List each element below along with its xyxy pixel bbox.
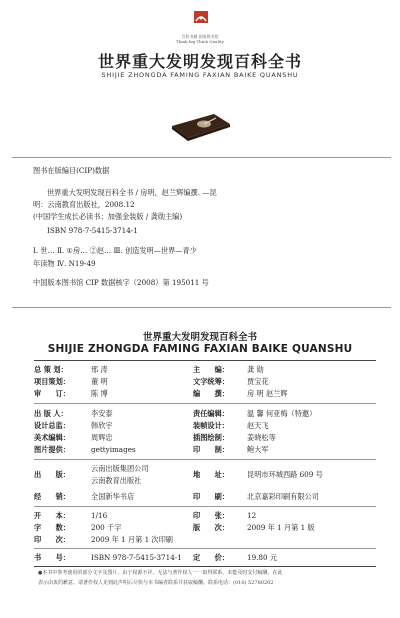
price-label: 定 价： xyxy=(193,553,229,562)
printing-value: 北京嘉彩印刷有限公司 xyxy=(247,492,319,501)
publisher-caption-line1: 百科书城 国家图书馆 xyxy=(181,34,219,39)
divider xyxy=(34,360,376,361)
page-title-pinyin: SHIJIE ZHONGDA FAMING FAXIAN BAIKE QUANSHU xyxy=(101,71,299,79)
credit-label: 插图绘制： xyxy=(193,433,229,442)
distribution-value: 全国新华书店 xyxy=(91,492,135,501)
divider xyxy=(34,506,376,507)
address-value: 昆明市环城西路 609 号 xyxy=(247,470,323,479)
credit-label: 项目策划： xyxy=(34,377,70,386)
divider xyxy=(34,459,376,460)
credit-value: 姜晓松等 xyxy=(247,433,276,442)
credit-label: 总 策 划： xyxy=(34,365,68,374)
isbn-value: ISBN 978-7-5415-3714-1 xyxy=(91,553,182,562)
cip-data-number: 中国版本图书馆 CIP 数据核字（2008）第 195011 号 xyxy=(33,278,209,287)
publisher-caption xyxy=(0,34,400,44)
cip-line: 明：云南教育出版社，2008.12 xyxy=(33,200,135,209)
credit-label: 印 制： xyxy=(193,445,229,454)
credit-value: 陈 博 xyxy=(91,389,108,398)
credit-label: 编 撰： xyxy=(193,389,229,398)
credit-value: 韩欣宇 xyxy=(91,421,113,430)
credit-value: 房 明 赵兰辉 xyxy=(247,389,288,398)
publisher-caption-line2: Think big Think Quality xyxy=(176,39,224,44)
hero-image xyxy=(168,108,234,142)
credit-value: 贾宝花 xyxy=(247,377,269,386)
address-label: 地 址： xyxy=(193,470,229,479)
credit-label: 出 版 人： xyxy=(34,409,68,418)
cip-line: 年读物 Ⅳ. N19-49 xyxy=(33,259,96,268)
copyright-notice xyxy=(38,568,378,588)
copyright-notice-line: ●本书中参考使用的部分文字及图片，由于权源不详，无法与著作权人一一取得联系，未能及时支付稿酬，在此 xyxy=(38,570,283,576)
divider xyxy=(34,403,376,404)
publisher-logo xyxy=(191,10,211,30)
credit-label: 主 编： xyxy=(193,365,229,374)
credit-value: 鲍大军 xyxy=(247,445,269,454)
credit-label: 责任编辑： xyxy=(193,409,229,418)
credit-value: gettyimages xyxy=(91,445,136,454)
credit-label: 设计总监： xyxy=(34,421,70,430)
spec-label: 版 次： xyxy=(193,523,229,532)
spec-label: 字 数： xyxy=(34,523,70,532)
spec-label: 印 次： xyxy=(34,535,70,544)
printing-label: 印 刷： xyxy=(193,492,229,501)
credits-title: 世界重大发明发现百科全书 xyxy=(142,332,257,343)
credit-value: 周辉忠 xyxy=(91,433,113,442)
publisher-label: 出 版： xyxy=(34,470,70,479)
spec-value: 2009 年 1 月第 1 版 xyxy=(247,523,315,532)
spec-label: 印 张： xyxy=(193,511,229,520)
cip-isbn: ISBN 978-7-5415-3714-1 xyxy=(47,226,138,235)
credit-value: 龚 勋 xyxy=(247,365,264,374)
cip-line: (中国学生成长必读书；加强金装版 / 龚勋主编) xyxy=(33,212,183,221)
credit-value: 李安泰 xyxy=(91,409,113,418)
credit-label: 文字统筹： xyxy=(193,377,229,386)
isbn-label: 书 号： xyxy=(34,553,70,562)
cip-line: 世界重大发明发现百科全书 / 房明，赵兰辉编撰. —昆 xyxy=(47,188,217,197)
credit-label: 审 订： xyxy=(34,389,70,398)
cip-heading: 图书在版编目(CIP)数据 xyxy=(33,166,110,175)
cip-line: Ⅰ. 世… Ⅱ. ①房… ②赵… Ⅲ. 创造发明—世界—青少 xyxy=(33,246,197,255)
credit-label: 图片提供： xyxy=(34,445,70,454)
page-title: 世界重大发明发现百科全书 xyxy=(97,52,302,71)
credit-value: 邢 涛 xyxy=(91,365,108,374)
spec-label: 开 本： xyxy=(34,511,70,520)
spec-value: 200 千字 xyxy=(91,523,122,532)
divider xyxy=(34,548,376,549)
copyright-notice-line: 表示由衷的歉意。请著作权人见到此声明后尽快与本书编者联系并获取稿酬。联系电话：(010) 52780202 xyxy=(38,580,274,586)
publisher-value: 云南教育出版社 xyxy=(91,476,142,485)
credit-value: 温 馨 何亚梅（特邀） xyxy=(247,409,317,418)
price-value: 19.80 元 xyxy=(247,553,278,562)
credit-label: 美术编辑： xyxy=(34,433,70,442)
credits-title-pinyin: SHIJIE ZHONGDA FAMING FAXIAN BAIKE QUANSHU xyxy=(47,343,353,355)
spec-value: 12 xyxy=(247,511,257,520)
credit-value: 赵天飞 xyxy=(247,421,269,430)
credit-value: 董 明 xyxy=(91,377,108,386)
credit-label: 装帧设计： xyxy=(193,421,229,430)
spec-value: 1/16 xyxy=(91,511,108,520)
spec-value: 2009 年 1 月第 1 次印刷 xyxy=(91,535,173,544)
divider xyxy=(34,566,376,567)
distribution-label: 经 销： xyxy=(34,492,70,501)
publisher-value: 云南出版集团公司 xyxy=(91,464,149,473)
